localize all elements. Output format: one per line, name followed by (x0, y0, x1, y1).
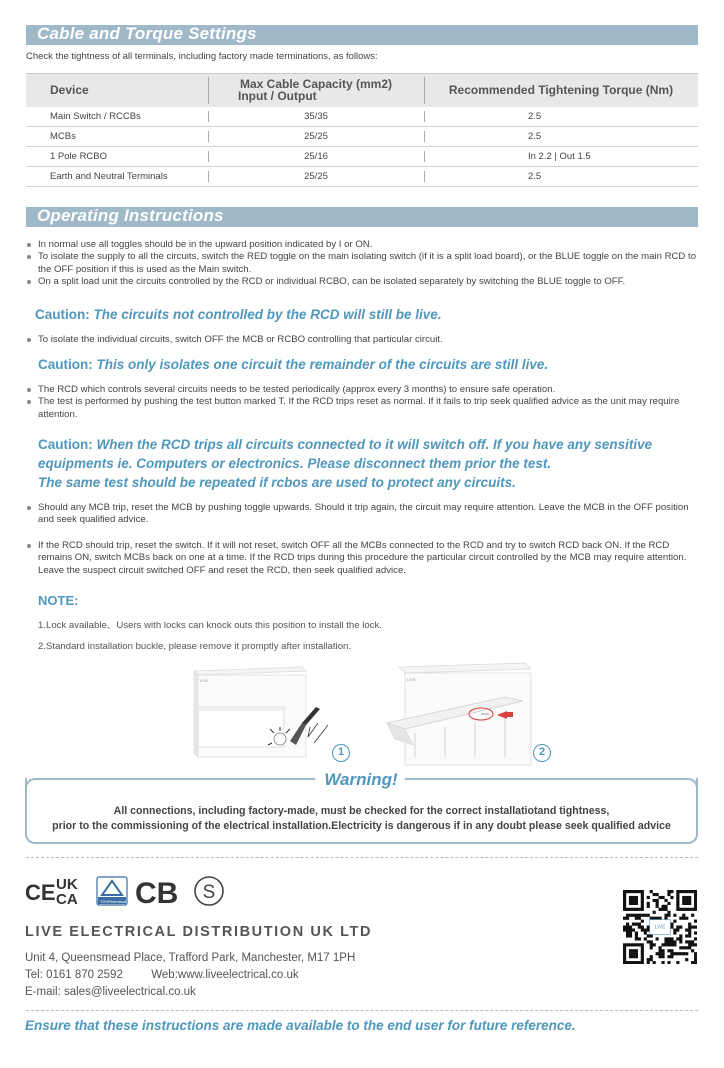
consumer-unit-illustration-2 (385, 657, 533, 767)
product-logo-text-2: LIVE (407, 677, 416, 682)
torque-table (26, 73, 698, 187)
note-line-1: 1.Lock available、Users with locks can knock outs this position to install the lock. (38, 620, 382, 631)
ukca-mark-top: UK (56, 876, 78, 893)
cell-torque: In 2.2 | Out 1.5 (424, 147, 698, 167)
caution-1 (35, 305, 442, 324)
cell-device: Earth and Neutral Terminals (26, 167, 208, 187)
ukca-mark-bottom: CA (56, 891, 78, 908)
cell-device: MCBs (26, 127, 208, 147)
header-torque: Recommended Tightening Torque (Nm) (424, 74, 698, 107)
operating-bullets-2 (26, 334, 702, 346)
product-logo-text: LIVE (200, 678, 209, 683)
operating-section-heading: Operating Instructions (37, 206, 224, 225)
list-item: To isolate the supply to all the circuits, switch the RED toggle on the main isolating switch (if it is a split load board), or the BLUE toggle on the main RCD to the OFF position if this is used as the Main switch. (26, 251, 702, 276)
divider-top (26, 857, 698, 858)
list-item: If the RCD should trip, reset the switch. If it will not reset, switch OFF all the MCBs connected to the RCD and try to switch RCD back ON. If the RCD remains ON, switch MCBs back on one at a time. If the RCD trips during this procedure the particular circuit controlled by the MCB may require attention. Leave the suspect circuit switched OFF and reset the RCD, then seek qualified advice. (26, 540, 702, 577)
company-web: Web:www.liveelectrical.co.uk (151, 969, 299, 981)
cell-capacity: 25/25 (208, 167, 424, 187)
company-contact (25, 969, 299, 981)
warning-box-top-left (25, 778, 315, 790)
company-email: E-mail: sales@liveelectrical.co.uk (25, 986, 196, 998)
operating-bullets-3 (26, 384, 702, 421)
table-row (26, 147, 698, 167)
company-tel: Tel: 0161 870 2592 (25, 969, 123, 981)
certification-marks (25, 873, 235, 909)
caution-2 (38, 355, 548, 374)
step-2-badge: 2 (533, 744, 551, 762)
caution-3 (38, 435, 652, 492)
product-illustration-buckle (385, 657, 533, 767)
company-name: LIVE ELECTRICAL DISTRIBUTION UK LTD (25, 924, 373, 940)
cable-intro: Check the tightness of all terminals, including factory made terminations, as follows: (26, 51, 378, 62)
s-mark: S (202, 882, 216, 903)
note-title: NOTE: (38, 593, 79, 608)
consumer-unit-illustration-1 (190, 663, 340, 763)
cell-capacity: 25/25 (208, 127, 424, 147)
caution-3-line2: equipments ie. Computers or electronics. Please disconnect them prior the test. (38, 456, 552, 471)
header-capacity-line1: Max Cable Capacity (mm2) (239, 77, 393, 92)
operating-bullets-1 (26, 239, 702, 289)
operating-bullets-5 (26, 540, 702, 577)
header-device: Device (26, 74, 208, 107)
cell-device: 1 Pole RCBO (26, 147, 208, 167)
cell-device: Main Switch / RCCBs (26, 107, 208, 127)
caution-3-line1: When the RCD trips all circuits connected to it will switch off. If you have any sensitive (96, 437, 653, 452)
product-illustration-lock (190, 663, 340, 763)
warning-title: Warning! (324, 770, 398, 789)
header-capacity (208, 74, 424, 107)
table-row (26, 107, 698, 127)
qr-code (623, 890, 697, 964)
torque-table-header (26, 74, 698, 107)
qr-center-logo: LIVE (654, 924, 666, 931)
cell-torque: 2.5 (424, 167, 698, 187)
cb-mark: CB (135, 877, 179, 909)
cell-capacity: 35/35 (208, 107, 424, 127)
list-item: To isolate the individual circuits, switch OFF the MCB or RCBO controlling that particular circuit. (26, 334, 702, 346)
qr-code-svg (623, 890, 697, 964)
divider-bottom (26, 1010, 698, 1011)
caution-2-text: This only isolates one circuit the remainder of the circuits are still live. (96, 357, 549, 372)
operating-bullets-4 (26, 502, 702, 527)
footer-note: Ensure that these instructions are made available to the end user for future reference. (25, 1018, 576, 1033)
step-1-badge: 1 (332, 744, 350, 762)
list-item: The test is performed by pushing the test button marked T. If the RCD trips reset as normal. If it fails to trip seek qualified advice as the unit may require attention. (26, 396, 702, 421)
caution-3-line3: The same test should be repeated if rcbos are used to protect any circuits. (38, 475, 516, 490)
caution-label: Caution: (35, 307, 90, 322)
warning-line-2: prior to the commissioning of the electrical installation.Electricity is dangerous if in any doubt please seek qualified advice (52, 820, 671, 832)
note-line-2: 2.Standard installation buckle, please remove it promptly after installation. (38, 641, 352, 652)
header-capacity-line2: Input / Output (238, 89, 317, 104)
cert-marks-svg (25, 873, 235, 909)
table-row (26, 167, 698, 187)
ce-mark: CE (25, 880, 56, 905)
caution-1-text: The circuits not controlled by the RCD will still be live. (93, 307, 442, 322)
cable-section-bar (26, 25, 698, 45)
operating-section-bar (26, 207, 698, 227)
cell-capacity: 25/16 (208, 147, 424, 167)
cell-torque: 2.5 (424, 127, 698, 147)
warning-line-1: All connections, including factory-made, must be checked for the correct installatiotand tightness, (113, 805, 610, 817)
cable-section-heading: Cable and Torque Settings (37, 24, 257, 43)
caution-label: Caution: (38, 357, 93, 372)
tuv-label: TÜVRheinland (100, 899, 127, 904)
company-address: Unit 4, Queensmead Place, Trafford Park, Manchester, M17 1PH (25, 952, 356, 964)
table-row (26, 127, 698, 147)
list-item: On a split load unit the circuits controlled by the RCD or individual RCBO, can be isolated separately by switching the BLUE toggle to OFF. (26, 276, 702, 288)
cell-torque: 2.5 (424, 107, 698, 127)
warning-box-top-right (405, 778, 698, 790)
list-item: Should any MCB trip, reset the MCB by pushing toggle upwards. Should it trip again, the circuit may require attention. Leave the MCB in the OFF position and seek qualified advice. (26, 502, 702, 527)
list-item: In normal use all toggles should be in the upward position indicated by I or ON. (26, 239, 702, 251)
caution-label: Caution: (38, 437, 93, 452)
list-item: The RCD which controls several circuits needs to be tested periodically (approx every 3 months) to ensure safe operation. (26, 384, 702, 396)
